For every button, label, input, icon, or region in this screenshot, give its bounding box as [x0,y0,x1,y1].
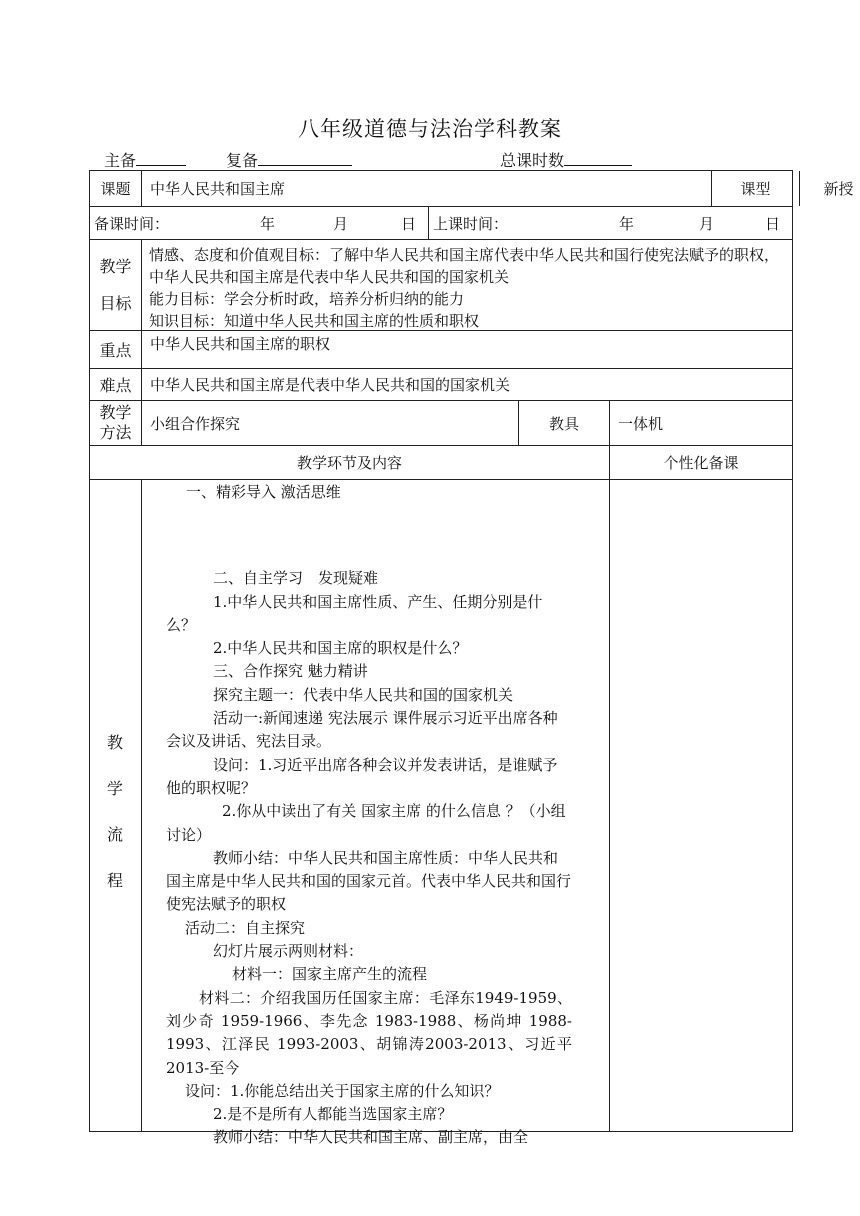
topic-value: 中华人民共和国主席 [141,171,711,206]
tool-value: 一体机 [609,401,792,445]
type-label: 课型 [711,171,799,206]
section-2-heading: 二、自主学习 发现疑难 [213,569,379,588]
ask-4: 2.是不是所有人都能当选国家主席？ [213,1105,453,1124]
prep-year: 年 [260,214,276,233]
flow-label-2: 学 [106,779,123,798]
tool-label: 教具 [518,401,609,445]
difficulty-value: 中华人民共和国主席是代表中华人民共和国的国家机关 [141,369,792,400]
difficulty-label: 难点 [99,376,132,395]
ask-3: 设问：1.你能总结出关于国家主席的什么知识？ [185,1081,500,1100]
document-title: 八年级道德与法治学科教案 [298,117,562,141]
goals-content [141,240,792,330]
activity-2: 活动二：自主探究 [185,918,306,937]
summary-2: 教师小结：中华人民共和国主席、副主席，由全 [213,1128,529,1147]
row-method [89,400,793,445]
meta-total-hours [500,148,632,171]
zhubei-blank [136,150,186,166]
row-time [89,206,793,239]
class-year: 年 [619,214,635,233]
flow-personal-cell [609,480,792,1132]
flow-label-3: 流 [106,825,123,844]
type-value: 新授 [799,171,860,206]
key-point-value: 中华人民共和国主席的职权 [141,331,792,368]
class-time-cell [428,207,792,239]
ask-2: 2.你从中读出了有关 国家主席 的什么信息 ？（小组讨论） [166,802,566,844]
class-time-label: 上课时间： [433,214,509,233]
prep-time-cell [90,207,428,239]
fubei-label: 复备 [226,151,259,170]
prep-time-label: 备课时间： [94,214,170,233]
prep-day: 日 [401,214,417,233]
method-label [90,401,141,445]
fubei-blank [258,150,352,166]
row-key-point [89,330,793,368]
topic-label: 课题 [100,180,131,198]
method-value: 小组合作探究 [141,401,518,445]
key-point-label: 重点 [99,341,132,360]
slides-intro: 幻灯片展示两则材料： [213,942,364,961]
flow-content [166,480,572,1150]
flow-label-1: 教 [106,733,123,752]
row-topic [89,170,854,206]
method-label-2: 方法 [99,423,132,442]
goals-label-2: 目标 [99,294,132,313]
section-content-header: 教学环节及内容 [296,454,402,472]
total-hours-label: 总课时数 [500,151,565,170]
row-goals [89,239,793,330]
prep-month: 月 [333,214,349,233]
flow-label [89,720,141,904]
section-personal-header: 个性化备课 [609,446,792,479]
material-1: 材料一：国家主席产生的流程 [232,965,428,984]
section-1-heading: 一、精彩导入 激活思维 [186,483,341,501]
ask-1: 设问：1.习近平出席各种会议并发表讲话，是谁赋予他的职权呢？ [166,755,558,797]
summary-1: 教师小结：中华人民共和国主席性质：中华人民共和国主席是中华人民共和国的国家元首。代表中华人民共和国行使宪法赋予的职权 [166,848,572,914]
total-hours-blank [564,150,632,166]
section-3-heading: 三、合作探究 魅力精讲 [213,662,368,681]
goals-label [90,240,141,330]
theme-1: 探究主题一：代表中华人民共和国的国家机关 [213,685,514,704]
goals-label-1: 教学 [99,257,132,276]
zhubei-label: 主备 [104,151,137,170]
meta-zhubei [104,148,186,171]
flow-label-4: 程 [106,871,123,890]
row-section-header [89,445,793,479]
question-2: 2.中华人民共和国主席的职权是什么？ [213,639,468,658]
goal-ability: 能力目标：学会分析时政，培养分析归纳的能力 [149,290,465,308]
class-month: 月 [699,214,715,233]
meta-fubei [226,148,352,171]
goal-emotion: 情感、态度和价值观目标：了解中华人民共和国主席代表中华人民共和国行使宪法赋予的职权，中华人民共和国主席是代表中华人民共和国的国家机关 [149,246,780,286]
question-1: 1.中华人民共和国主席性质、产生、任期分别是什么？ [166,592,543,634]
material-2: 材料二：介绍我国历任国家主席：毛泽东1949-1959、刘少奇 1959-1966、李先念 1983-1988、杨尚坤 1988-1993、江泽民 1993-2003、胡锦涛2003-2013、习近平 2013-至今 [166,988,572,1077]
row-difficulty [89,368,793,400]
class-day: 日 [765,214,781,233]
activity-1: 活动一:新闻速递 宪法展示 课件展示习近平出席各种会议及讲话、宪法目录。 [166,709,558,751]
method-label-1: 教学 [99,403,132,422]
goal-knowledge: 知识目标：知道中华人民共和国主席的性质和职权 [149,312,480,330]
